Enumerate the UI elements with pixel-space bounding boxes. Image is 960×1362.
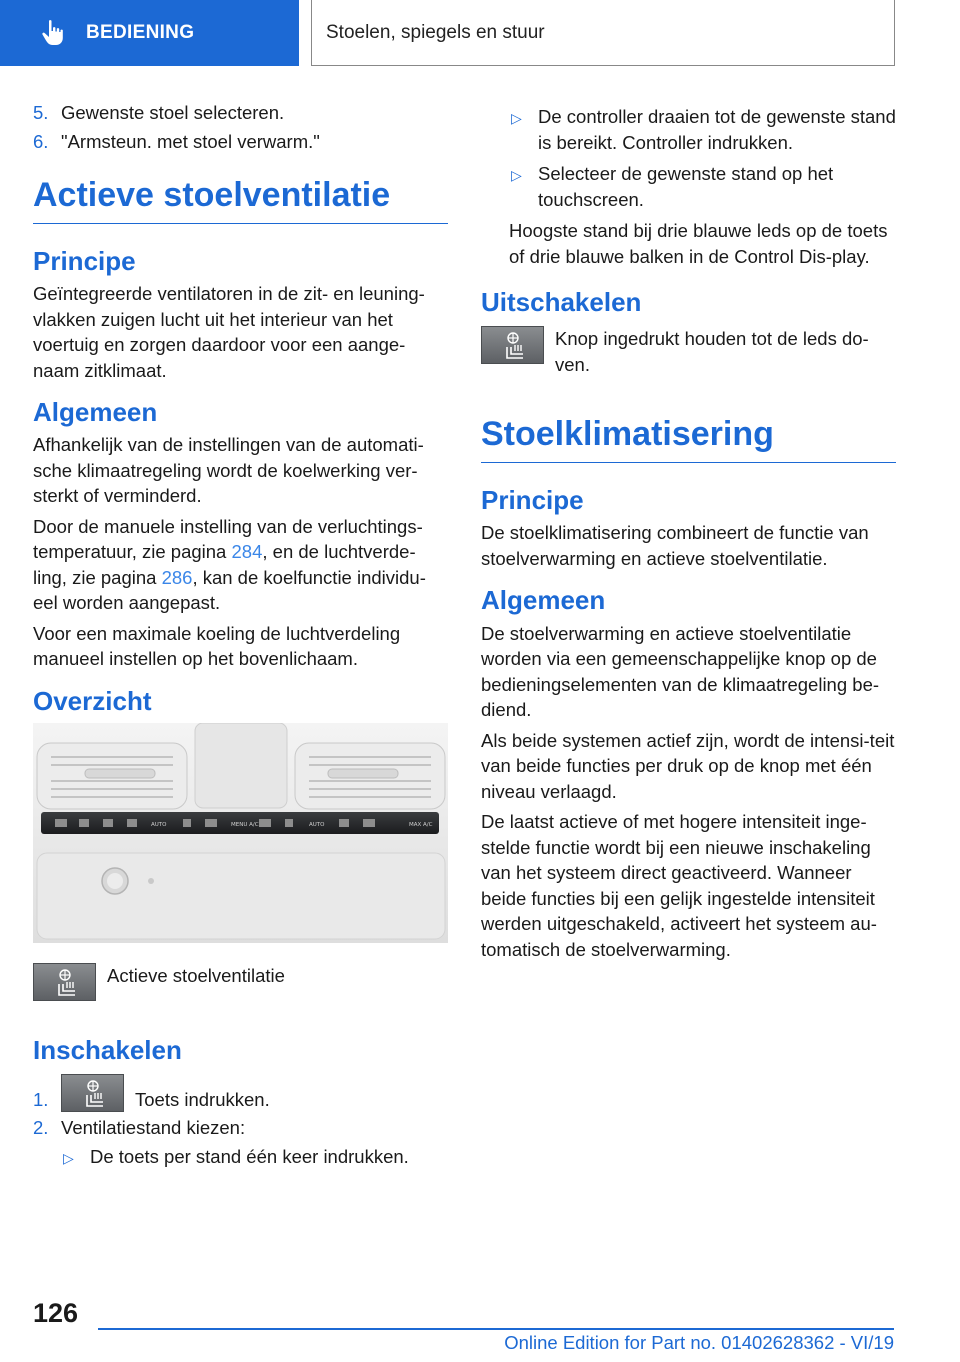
list-item [33, 100, 448, 126]
panel-label: MAX A/C [409, 822, 433, 829]
list-number: 6. [33, 130, 49, 152]
uitschakelen-text: Knop ingedrukt houden tot de leds do-ven. [555, 328, 869, 375]
list-item [33, 129, 448, 155]
list-item [33, 1115, 448, 1141]
section-tab[interactable] [0, 0, 299, 66]
seat-ventilation-button-icon [61, 1074, 124, 1112]
overzicht-heading: Overzicht [33, 685, 152, 716]
chapter-title: Stoelen, spiegels en stuur [311, 0, 895, 66]
text-run: , kan de koelfunctie individu-eel worden aangepast. [33, 566, 426, 614]
principe-text-2: De stoelklimatisering combineert de functie van stoelverwarming en actieve stoelventilatie. [481, 522, 869, 569]
list-text: Toets indrukken. [135, 1088, 270, 1110]
principe-heading: Principe [33, 246, 136, 277]
bullet-text: Selecteer de gewenste stand op het touchscreen. [538, 163, 834, 210]
numbered-list-top [33, 100, 448, 154]
page-link-284[interactable]: 284 [231, 541, 263, 563]
inschakelen-steps [33, 1074, 448, 1141]
climate-panel-photo [33, 723, 448, 943]
page-header [0, 0, 960, 66]
climate-panel-illustration [33, 723, 448, 943]
bullet-item [509, 161, 896, 212]
panel-label: MENU A/C [231, 822, 259, 829]
algemeen-paragraph-1: Afhankelijk van de instellingen van de automati-sche klimaatregeling wordt de koelwerking ver-sterkt of verminderd. [33, 434, 424, 507]
section-label: BEDIENING [86, 22, 195, 43]
footer-divider [98, 1328, 894, 1330]
sub-bullet-list [61, 1144, 448, 1172]
list-text: "Armsteun. met stoel verwarm." [61, 130, 320, 152]
page-number: 126 [33, 1298, 79, 1328]
list-number: 2. [33, 1117, 49, 1139]
algemeen-paragraph-3: Voor een maximale koeling de luchtverdeling manueel instellen op het bovenlichaam. [33, 622, 401, 670]
bullet-item [61, 1144, 448, 1172]
panel-label: AUTO [309, 822, 325, 829]
algemeen2-paragraph-2: Als beide systemen actief zijn, wordt de intensi-teit van beide functies per druk op de knop met één niveau verlaagd. [481, 729, 895, 802]
triangle-bullet-icon: ▷ [511, 167, 522, 183]
overzicht-caption-row [33, 963, 448, 1001]
list-item [33, 1074, 448, 1112]
bullet-list-top [509, 104, 896, 212]
algemeen2-paragraph-3: De laatst actieve of met hogere intensiteit inge-stelde functie wordt bij een nieuwe inschakeling van het systeem direct geactiveerd. Wanneer beide functies bij een gelijk ingestelde intensiteit werden uitgeschakeld, activeert het systeem au-tomatisch de stoelverwarming. [481, 811, 877, 960]
left-column [33, 100, 448, 1177]
list-number: 1. [33, 1088, 49, 1110]
bullet-text: De toets per stand één keer indrukken. [90, 1145, 409, 1167]
panel-label: AUTO [151, 822, 167, 829]
bullet-text: De controller draaien tot de gewenste stand is bereikt. Controller indrukken. [538, 106, 896, 153]
text-run: Door de manuele instelling van de verluchtings-temperatuur, zie pagina [33, 515, 423, 563]
triangle-bullet-icon: ▷ [63, 1149, 74, 1166]
list-text: Ventilatiestand kiezen: [61, 1117, 246, 1139]
algemeen2-paragraph-1: De stoelverwarming en actieve stoelventilatie worden via een gemeenschappelijke knop op de bedieningselementen van de klimaatregeling be-diend. [481, 622, 880, 721]
seat-ventilation-button-icon [481, 326, 544, 364]
right-column [481, 104, 896, 967]
hand-pointer-icon [40, 19, 66, 47]
footer-edition: Online Edition for Part no. 01402628362 - VI/19 [504, 1332, 894, 1353]
principe-heading-2: Principe [481, 485, 584, 516]
principe-text: Geïntegreerde ventilatoren in de zit- en leuning-vlakken zuigen lucht uit het interieur van het voertuig en zorgen daardoor voor een aange-naam zitklimaat. [33, 283, 425, 381]
overzicht-caption: Actieve stoelventilatie [107, 965, 285, 987]
hoogste-text: Hoogste stand bij drie blauwe leds op de toets of drie blauwe balken in de Control Dis-play. [509, 220, 888, 267]
page-link-286[interactable]: 286 [161, 566, 193, 588]
seat-ventilation-button-icon [33, 963, 96, 1001]
list-number: 5. [33, 102, 49, 123]
list-text: Gewenste stoel selecteren. [61, 102, 285, 123]
inschakelen-heading: Inschakelen [33, 1035, 182, 1066]
algemeen-heading-2: Algemeen [481, 585, 606, 616]
uitschakelen-row [481, 326, 896, 377]
section-title: Actieve stoelventilatie [33, 176, 448, 224]
text-run: , en de luchtverde-ling, zie pagina [33, 541, 416, 588]
triangle-bullet-icon: ▷ [511, 110, 522, 126]
bullet-item [509, 104, 896, 155]
uitschakelen-heading: Uitschakelen [481, 287, 642, 317]
algemeen-paragraph-2 [33, 514, 448, 616]
section-title-2: Stoelklimatisering [481, 415, 896, 463]
algemeen-heading: Algemeen [33, 397, 158, 428]
